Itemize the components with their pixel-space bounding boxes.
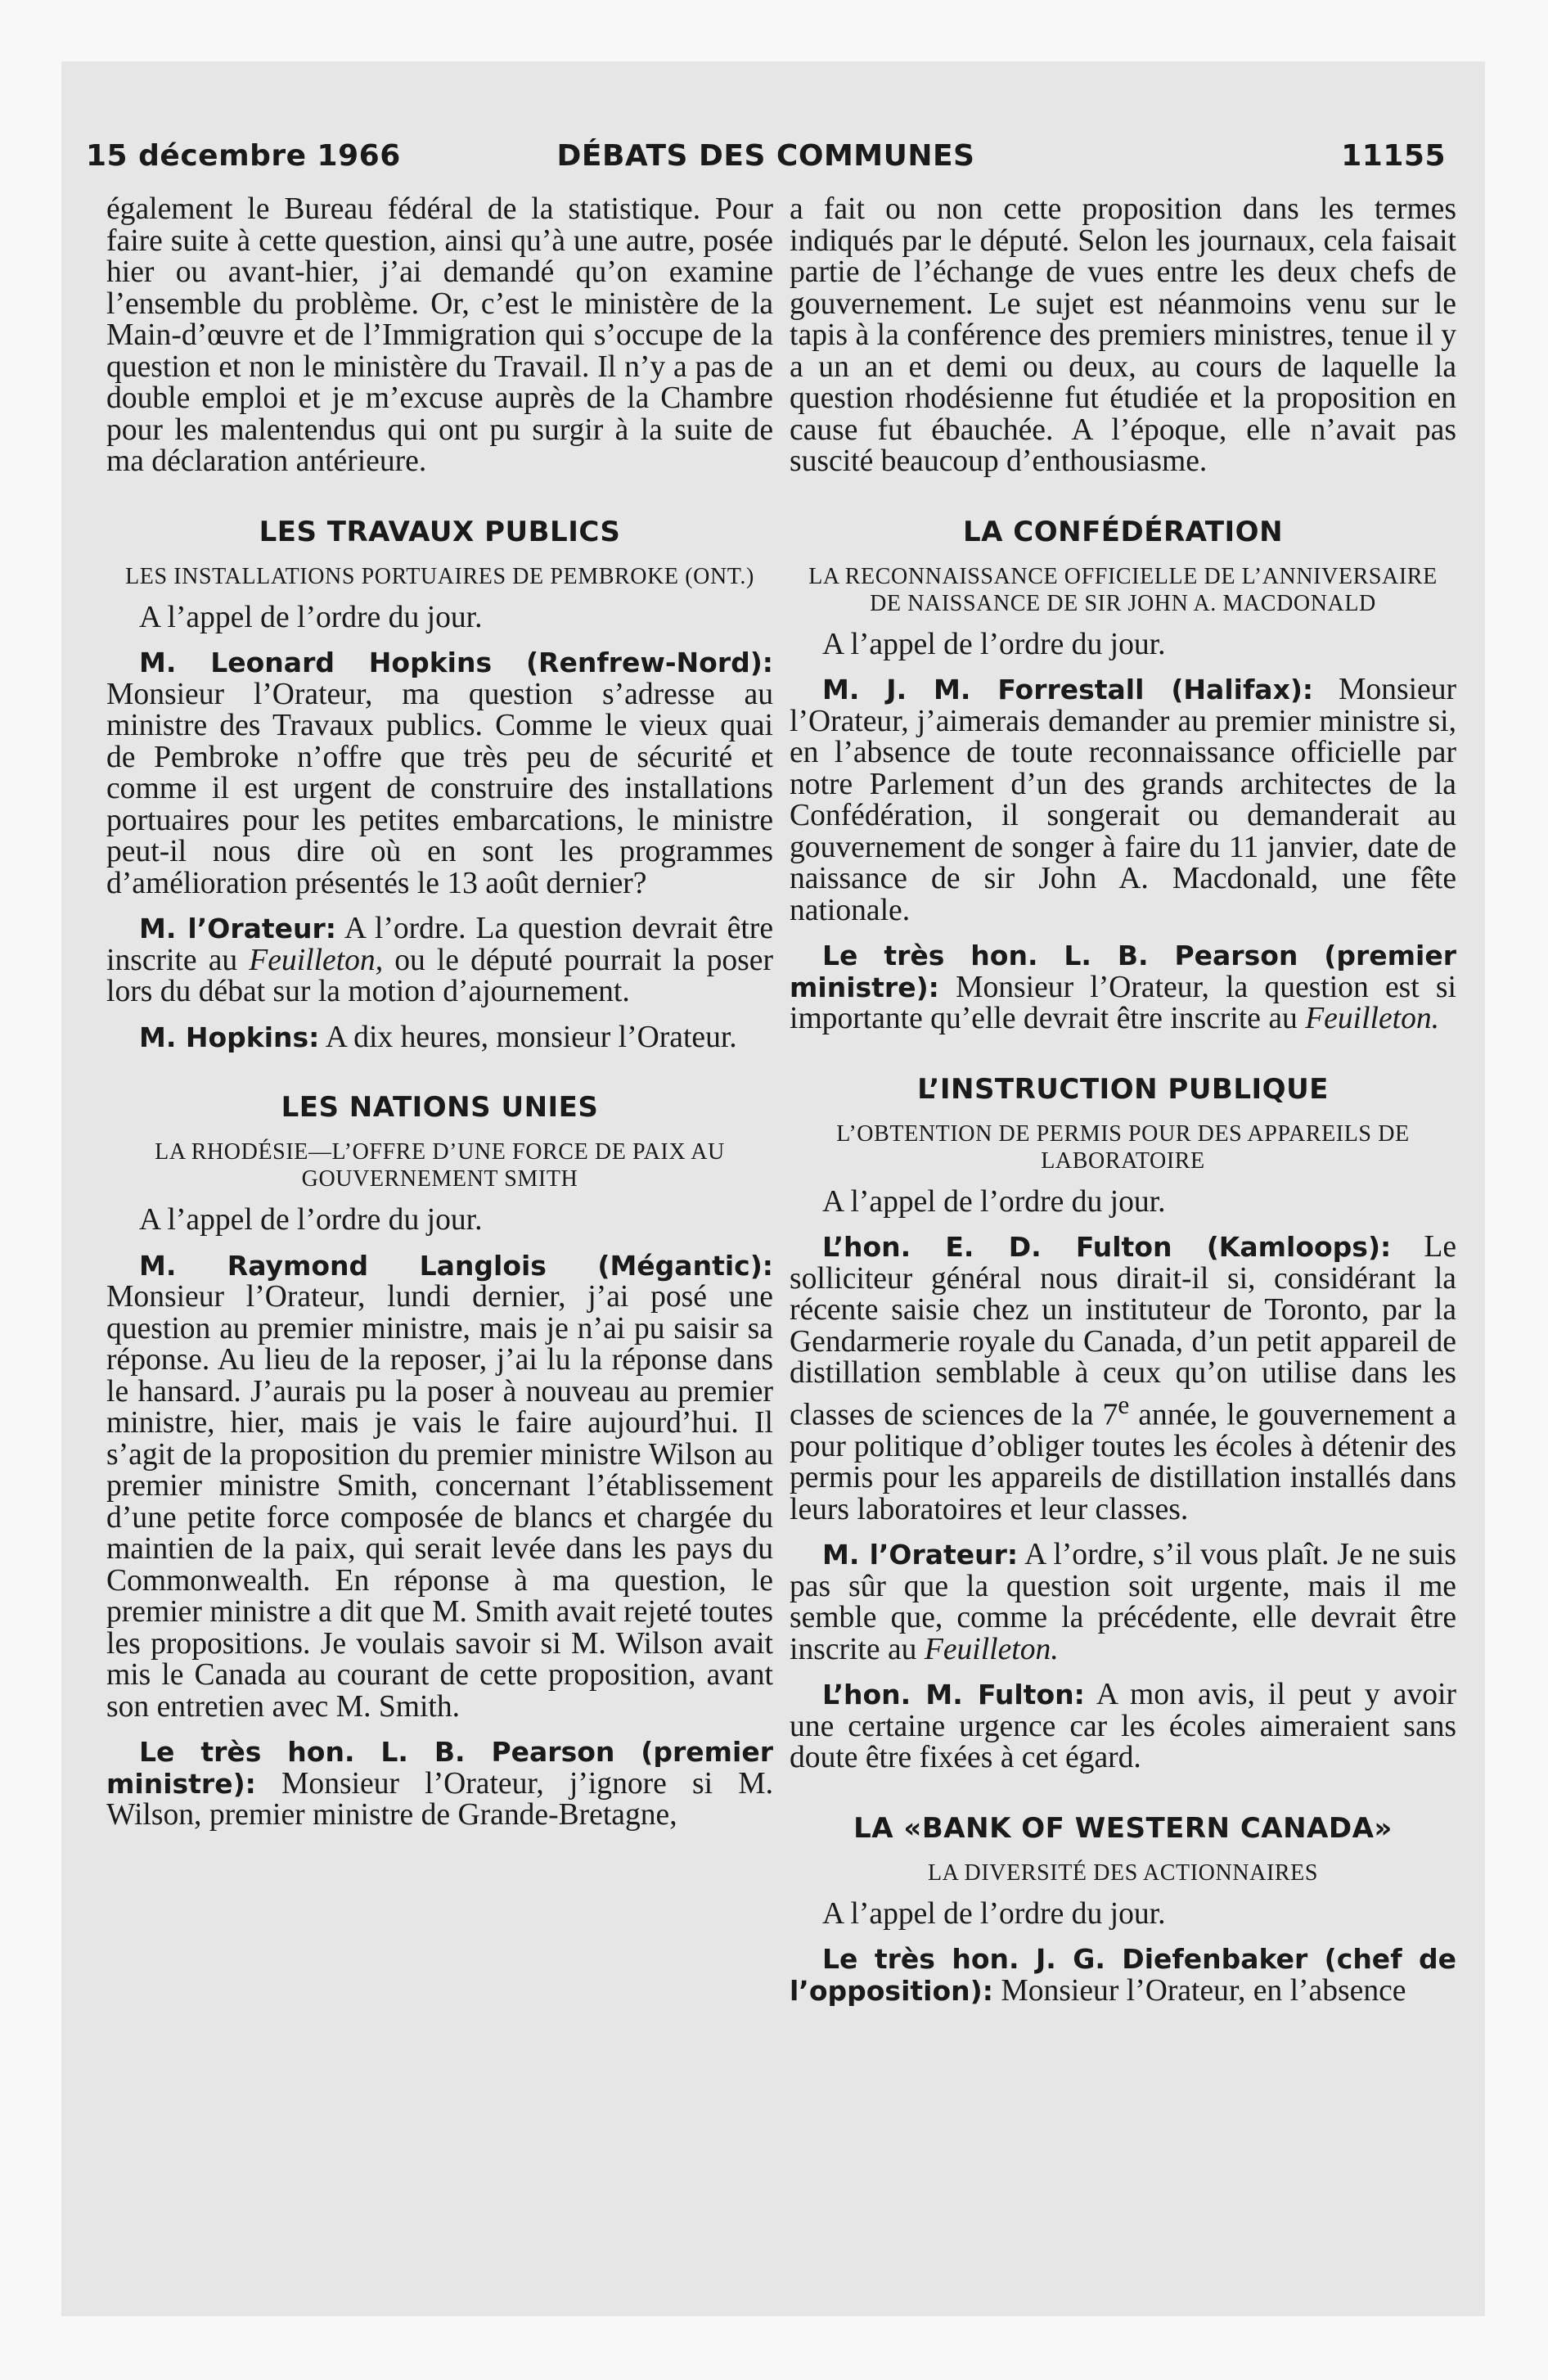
order-of-day: A l’appel de l’ordre du jour. — [139, 1203, 483, 1237]
order-of-day: A l’appel de l’ordre du jour. — [139, 600, 483, 634]
speech-paragraph — [790, 674, 1456, 926]
speech-text: A l’ordre. La question devrait être inscrite au — [106, 912, 773, 977]
superscript: e — [1118, 1390, 1130, 1419]
header-title: DÉBATS DES COMMUNES — [556, 139, 975, 173]
speaker-name: M. l’Orateur: — [139, 913, 336, 944]
page-header — [86, 139, 1446, 180]
section-heading: LES NATIONS UNIES — [281, 1091, 599, 1124]
speaker-name: Le très hon. J. G. Diefenbaker (chef de l’opposition): — [790, 1943, 1456, 2007]
section-heading: L’INSTRUCTION PUBLIQUE — [917, 1072, 1329, 1106]
subsection-heading: LA RHODÉSIE—L’OFFRE D’UNE FORCE DE PAIX AU GOUVERNEMENT SMITH — [155, 1139, 725, 1192]
speaker-name: M. Raymond Langlois (Mégantic): — [139, 1249, 773, 1282]
speech-text: A dix heures, monsieur l’Orateur. — [319, 1020, 737, 1054]
speaker-name: Le très hon. L. B. Pearson (premier ministre): — [790, 940, 1456, 1003]
speaker-name: L’hon. M. Fulton: — [822, 1679, 1085, 1711]
speaker-name: M. Hopkins: — [139, 1021, 320, 1053]
subsection-heading: LA DIVERSITÉ DES ACTIONNAIRES — [927, 1859, 1319, 1886]
order-of-day: A l’appel de l’ordre du jour. — [822, 1896, 1166, 1931]
order-of-day: A l’appel de l’ordre du jour. — [822, 627, 1166, 661]
speech-text: année, le gouvernement a pour politique d’obliger toutes les écoles à détenir des permis pour les appareils de distillation installés dans leurs laboratoires et leur classes. — [790, 1398, 1456, 1526]
italic-text: Feuilleton. — [924, 1632, 1059, 1666]
speech-text: Le solliciteur général nous dirait-il si, considérant la récente saisie chez un instituteur de Toronto, par la Gendarmerie royale du Canada, d’un petit appareil de distillation semblable à ceux qu’on utilise dans les classes de sciences de la 7 — [790, 1230, 1456, 1432]
section-heading: LA CONFÉDÉRATION — [962, 515, 1284, 548]
subsection-heading: L’OBTENTION DE PERMIS POUR DES APPAREILS DE LABORATOIRE — [836, 1120, 1410, 1174]
speech-text: Monsieur l’Orateur, ma question s’adresse au ministre des Travaux publics. Comme le vieux quai de Pembroke n’offre que très peu de sécurité et comme il est urgent de construire des installations portuaires pour les petites embarcations, le ministre peut-il nous dire où en sont les programmes d’amélioration présentés le 13 août dernier? — [106, 677, 773, 900]
right-column — [790, 194, 1456, 2007]
section-heading: LES TRAVAUX PUBLICS — [259, 515, 621, 548]
speech-paragraph — [106, 913, 773, 1008]
paragraph: a fait ou non cette proposition dans les termes indiqués par le député. Selon les journaux, cela faisait partie de l’échange de vues entre les deux chefs de gouvernement. Le sujet est néanmoins venu sur le tapis à la conférence des premiers ministres, tenue il y a un an et demi ou deux, au cours de laquelle la question rhodésienne fut étudiée et la proposition en cause fut ébauchée. A l’époque, elle n’avait pas suscité beaucoup d’enthousiasme. — [790, 192, 1456, 478]
header-page-number: 11155 — [1341, 139, 1446, 173]
speech-text: A l’ordre, s’il vous plaît. Je ne suis pas sûr que la question soit urgente, mais il me semble que, comme la précédente, elle devrait être inscrite au — [790, 1538, 1456, 1666]
speech-paragraph — [790, 940, 1456, 1035]
page-scan — [61, 61, 1485, 2316]
speech-text: Monsieur l’Orateur, la question est si importante qu’elle devrait être inscrite au — [790, 970, 1456, 1035]
speech-paragraph — [106, 1251, 773, 1724]
order-of-day: A l’appel de l’ordre du jour. — [822, 1184, 1166, 1219]
speech-paragraph — [790, 1232, 1456, 1526]
speech-paragraph — [790, 1539, 1456, 1666]
italic-text: Feuilleton. — [1305, 1002, 1440, 1035]
speech-text: Monsieur l’Orateur, j’ignore si M. Wilson, premier ministre de Grande-Bretagne, — [106, 1766, 773, 1832]
paragraph: également le Bureau fédéral de la statistique. Pour faire suite à cette question, ainsi qu’à une autre, posée hier ou avant-hier, j’ai demandé qu’on examine l’ensemble du problème. Or, c’est le ministère de la Main-d’œuvre et de l’Immigration qui s’occupe de la question et non le ministère du Travail. Il n’y a pas de double emploi et je m’excuse auprès de la Chambre pour les malentendus qui ont pu surgir à la suite de ma déclaration antérieure. — [106, 192, 773, 478]
speaker-name: M. Leonard Hopkins (Renfrew-Nord): — [139, 647, 773, 678]
speech-paragraph — [790, 1944, 1456, 2007]
speech-paragraph — [106, 647, 773, 899]
speech-text: Monsieur l’Orateur, lundi dernier, j’ai posé une question au premier ministre, mais je n’ai pu saisir sa réponse. Au lieu de la reposer, j’ai lu la réponse dans le hansard. J’aurais pu la poser à nouveau au premier ministre, hier, mais je vais le faire aujourd’hui. Il s’agit de la proposition du premier ministre Wilson au premier ministre Smith, concernant l’établissement d’une petite force composée de blancs et chargée du maintien de la paix, qui serait levée dans les pays du Commonwealth. En réponse à ma question, le premier ministre a dit que M. Smith avait rejeté toutes les propositions. Je voulais savoir si M. Wilson avait mis le Canada au courant de cette proposition, avant son entretien avec M. Smith. — [106, 1280, 773, 1724]
left-column — [106, 194, 773, 1832]
speech-paragraph — [790, 1679, 1456, 1774]
italic-text: Feuilleton, — [249, 943, 384, 977]
header-date: 15 décembre 1966 — [86, 139, 401, 173]
section-heading: LA «BANK OF WESTERN CANADA» — [853, 1811, 1393, 1845]
speech-text: A mon avis, il peut y avoir une certaine urgence car les écoles aimeraient sans doute être fixées à cet égard. — [790, 1678, 1456, 1775]
speech-paragraph — [106, 1737, 773, 1832]
speaker-name: L’hon. E. D. Fulton (Kamloops): — [822, 1231, 1392, 1263]
speaker-name: Le très hon. L. B. Pearson (premier ministre): — [106, 1736, 773, 1800]
speech-text: Monsieur l’Orateur, j’aimerais demander au premier ministre si, en l’absence de toute reconnaissance officielle par notre Parlement d’un des grands architectes de la Confédération, il songerait ou demanderait au gouvernement de songer à faire du 11 janvier, date de naissance de sir John A. Macdonald, une fête nationale. — [790, 673, 1457, 927]
speaker-name: M. J. M. Forrestall (Halifax): — [822, 674, 1314, 705]
speaker-name: M. l’Orateur: — [822, 1539, 1019, 1571]
speech-paragraph — [106, 1022, 773, 1054]
subsection-heading: LA RECONNAISSANCE OFFICIELLE DE L’ANNIVERSAIRE DE NAISSANCE DE SIR JOHN A. MACDONALD — [808, 563, 1438, 616]
speech-text: ou le député pourrait la poser lors du débat sur la motion d’ajournement. — [106, 943, 773, 1008]
speech-text: Monsieur l’Orateur, en l’absence — [992, 1973, 1406, 2008]
subsection-heading: LES INSTALLATIONS PORTUAIRES DE PEMBROKE (ONT.) — [125, 563, 754, 589]
